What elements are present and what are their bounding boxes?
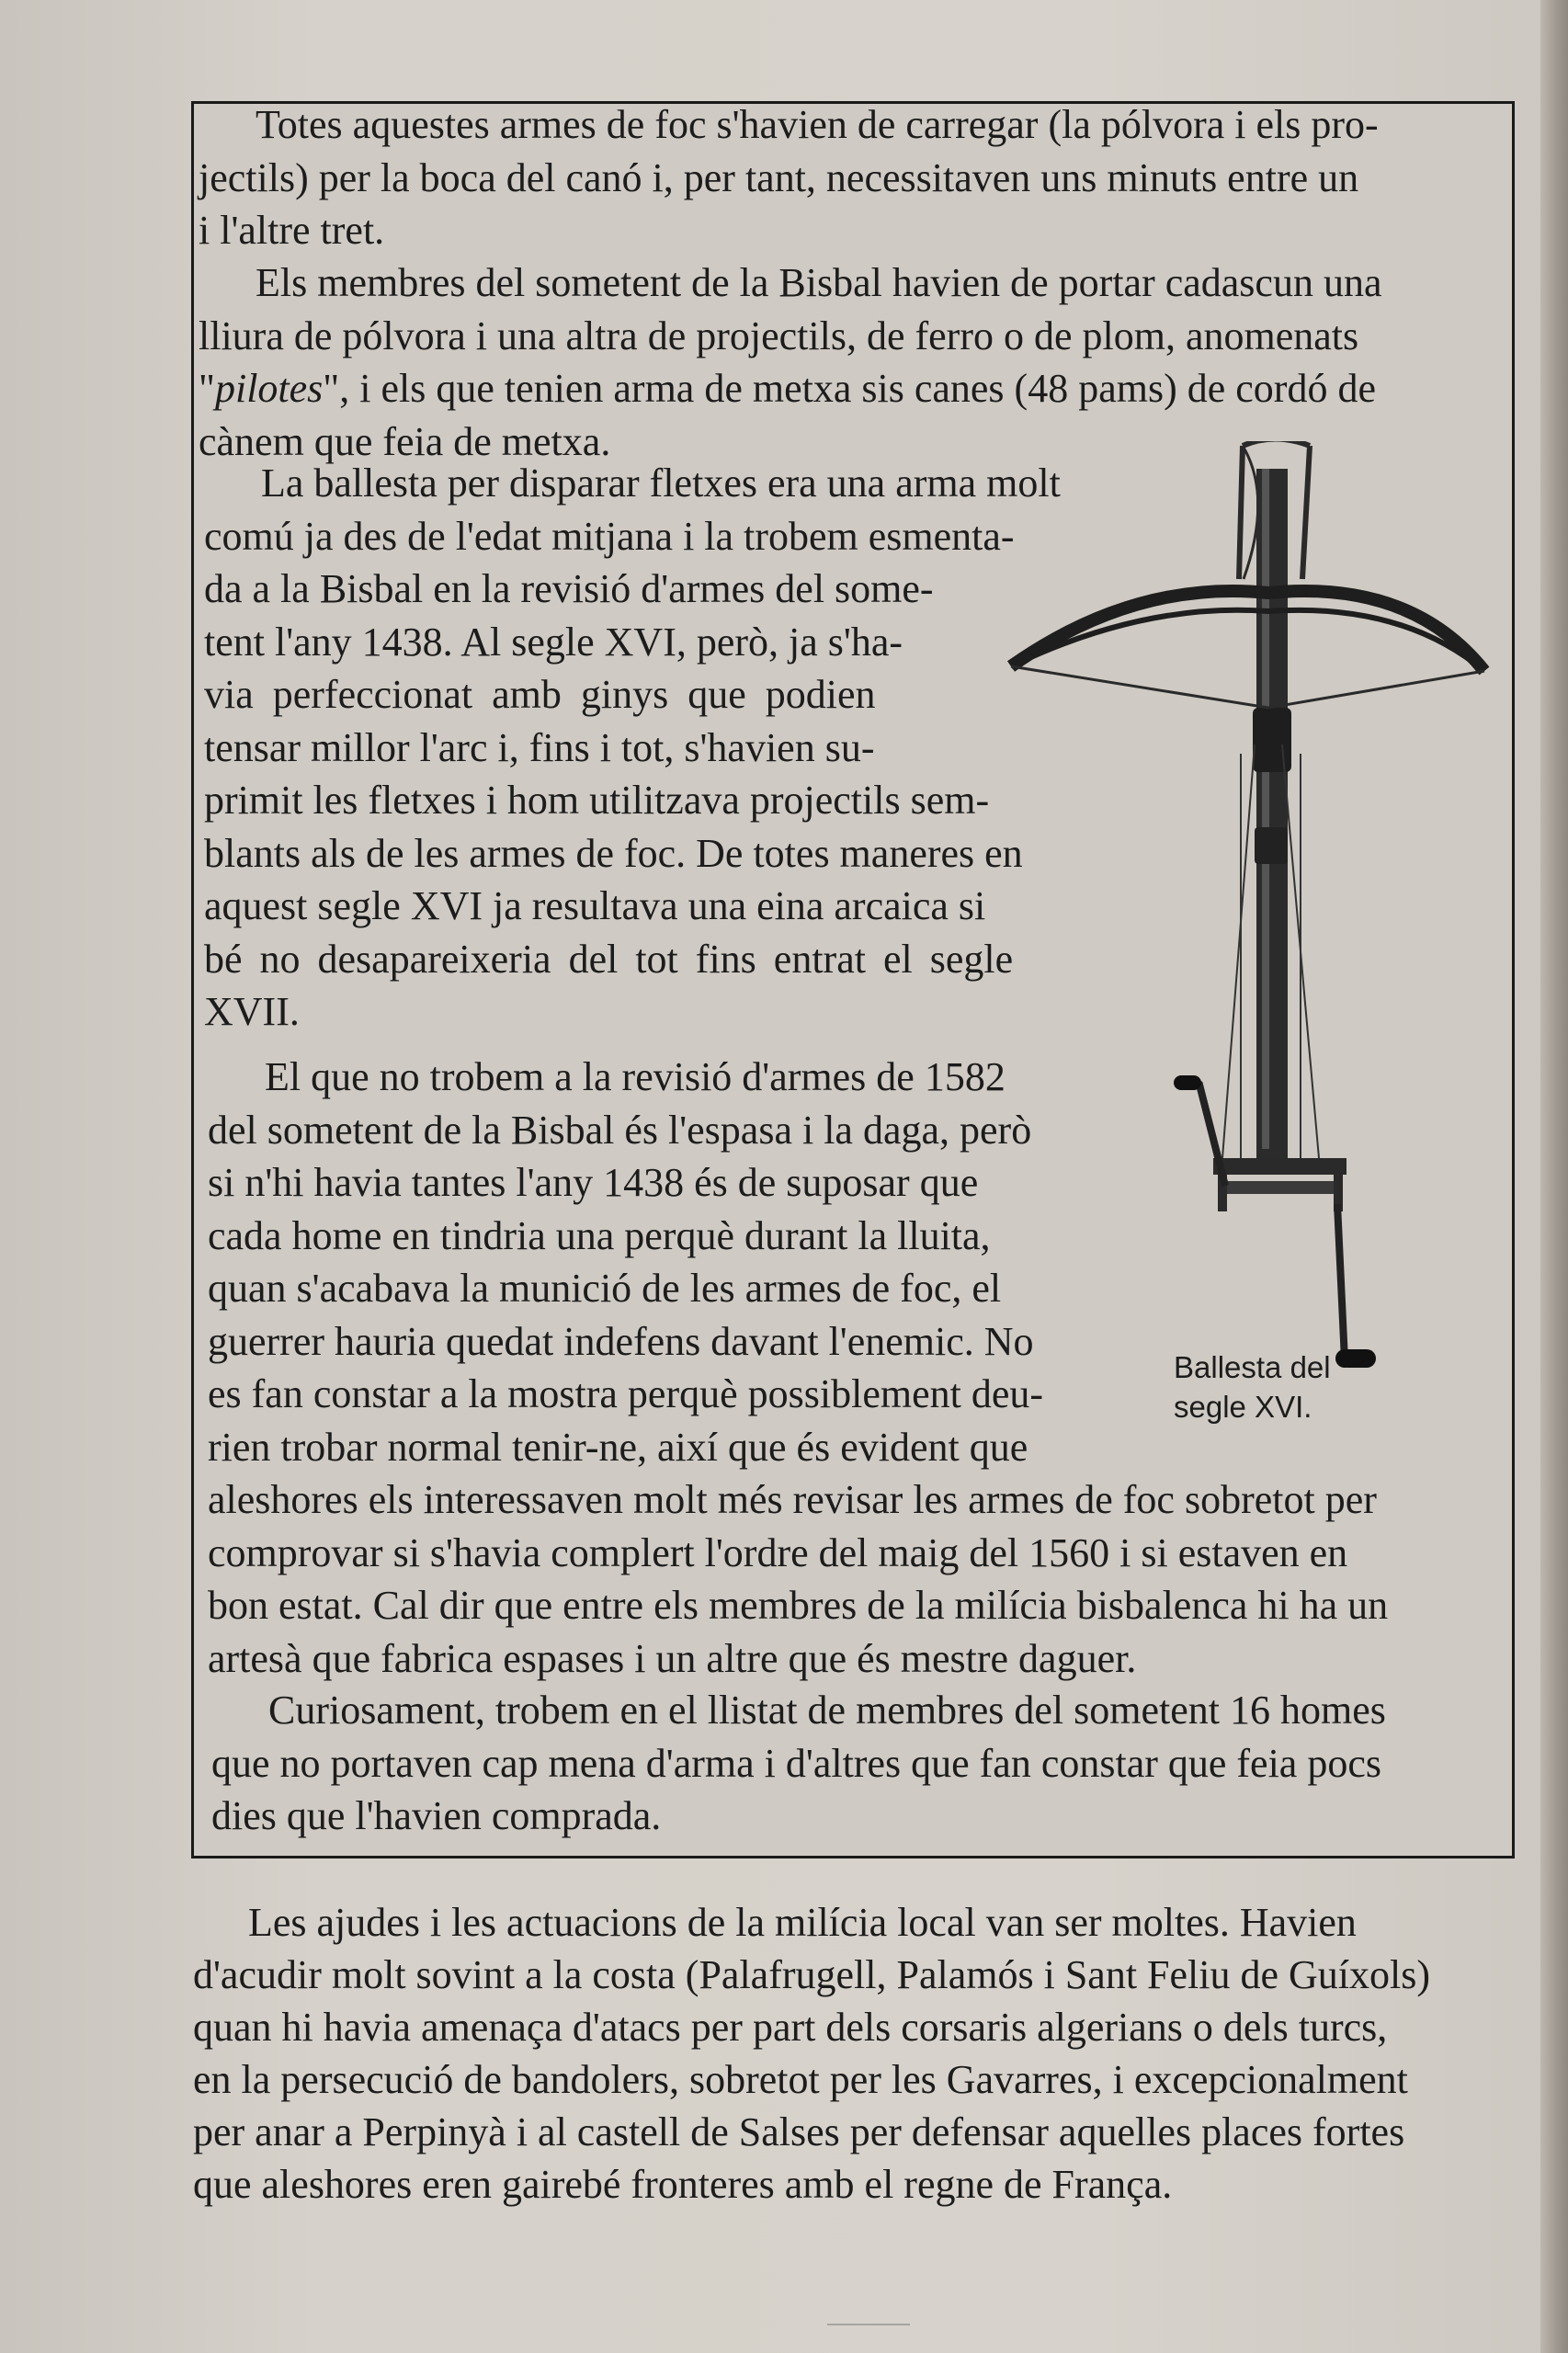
crossbow-figure <box>1006 441 1521 1461</box>
paragraph-4-line: cada home en tindria una perquè durant la lluita, <box>208 1212 991 1258</box>
after-box-line: quan hi havia amenaça d'atacs per part dels corsaris algerians o dels turcs, <box>193 2005 1388 2050</box>
paragraph-4-line: artesà que fabrica espases i un altre que és mestre daguer. <box>208 1635 1137 1681</box>
paragraph-3-line: primit les fletxes i hom utilitzava projectils sem- <box>204 778 990 823</box>
paragraph-2-line: cànem que feia de metxa. <box>199 418 611 464</box>
paragraph-2 <box>199 256 1494 468</box>
paragraph-3-line: tent l'any 1438. Al segle XVI, però, ja s'ha- <box>204 619 903 665</box>
after-box-line: per anar a Perpinyà i al castell de Salses per defensar aquelles places fortes <box>193 2109 1405 2154</box>
paragraph-1 <box>199 98 1494 257</box>
paragraph-3-line: tensar millor l'arc i, fins i tot, s'havien su- <box>204 724 875 770</box>
italic-term: pilotes <box>214 366 324 411</box>
figure-caption-line: segle XVI. <box>1174 1390 1312 1424</box>
paragraph-5-line: que no portaven cap mena d'arma i d'altres que fan constar que feia pocs <box>211 1740 1381 1786</box>
after-box-line: en la persecució de bandolers, sobretot per les Gavarres, i excepcionalment <box>193 2057 1408 2102</box>
paragraph-3-line: via perfeccionat amb ginys que podien <box>204 672 876 717</box>
paragraph-4-line: del sometent de la Bisbal és l'espasa i la daga, però <box>208 1107 1032 1153</box>
paragraph-2-line <box>199 362 1494 415</box>
after-box-line: d'acudir molt sovint a la costa (Palafrugell, Palamós i Sant Feliu de Guíxols) <box>193 1952 1431 1997</box>
paragraph-1-line: jectils) per la boca del canó i, per tant, necessitaven uns minuts entre un <box>199 154 1359 200</box>
page-edge <box>1540 0 1568 2353</box>
paragraph-3-line: comú ja des de l'edat mitjana i la trobem esmenta- <box>204 513 1015 559</box>
paragraph-5-line: Curiosament, trobem en el llistat de membres del sometent 16 homes <box>268 1688 1386 1733</box>
paragraph-2-line-rest: ", i els que tenien arma de metxa sis canes (48 pams) de cordó de <box>323 366 1376 411</box>
paragraph-5-line: dies que l'havien comprada. <box>211 1793 662 1838</box>
paragraph-4-line: comprovar si s'havia complert l'ordre del maig del 1560 i si estaven en <box>208 1529 1348 1575</box>
paragraph-1-line: i l'altre tret. <box>199 208 385 253</box>
quote-open: " <box>199 366 215 411</box>
paragraph-4-line: aleshores els interessaven molt més revisar les armes de foc sobretot per <box>208 1477 1377 1522</box>
paragraph-3-line: bé no desapareixeria del tot fins entrat el segle <box>204 936 1014 982</box>
paragraph-3-line: aquest segle XVI ja resultava una eina arcaica si <box>204 883 986 928</box>
paragraph-4-line: si n'hi havia tantes l'any 1438 és de suposar que <box>208 1160 979 1205</box>
paragraph-after-box <box>193 1896 1517 2211</box>
paragraph-4-line: quan s'acabava la munició de les armes de foc, el <box>208 1266 1002 1311</box>
paragraph-1-line: Totes aquestes armes de foc s'havien de carregar (la pólvora i els pro- <box>256 102 1379 147</box>
figure-caption-line: Ballesta del <box>1174 1350 1331 1384</box>
paragraph-4-line: El que no trobem a la revisió d'armes de 1582 <box>265 1054 1006 1099</box>
paragraph-4-line: es fan constar a la mostra perquè possiblement deu- <box>208 1371 1044 1416</box>
paragraph-3-line: blants als de les armes de foc. De totes maneres en <box>204 830 1023 876</box>
paragraph-3-line: da a la Bisbal en la revisió d'armes del some- <box>204 566 934 611</box>
paragraph-2-line: Els membres del sometent de la Bisbal havien de portar cadascun una <box>256 260 1382 305</box>
page-footer-rule <box>827 2324 910 2335</box>
crossbow-icon <box>1006 441 1521 1461</box>
paragraph-4-line: bon estat. Cal dir que entre els membres de la milícia bisbalenca hi ha un <box>208 1583 1389 1628</box>
paragraph-3-line: La ballesta per disparar fletxes era una arma molt <box>261 460 1061 506</box>
paragraph-5 <box>211 1684 1507 1843</box>
paragraph-4-line: rien trobar normal tenir-ne, així que és evident que <box>208 1424 1028 1470</box>
paragraph-3-line: XVII. <box>204 989 300 1034</box>
figure-caption <box>1174 1347 1331 1427</box>
after-box-line: Les ajudes i les actuacions de la milícia local van ser moltes. Havien <box>248 1900 1357 1945</box>
paragraph-2-line: lliura de pólvora i una altra de projectils, de ferro o de plom, anomenats <box>199 313 1359 358</box>
after-box-line: que aleshores eren gairebé fronteres amb el regne de França. <box>193 2162 1173 2207</box>
paragraph-3 <box>204 457 1123 1039</box>
paragraph-4-line: guerrer hauria quedat indefens davant l'enemic. No <box>208 1318 1034 1364</box>
